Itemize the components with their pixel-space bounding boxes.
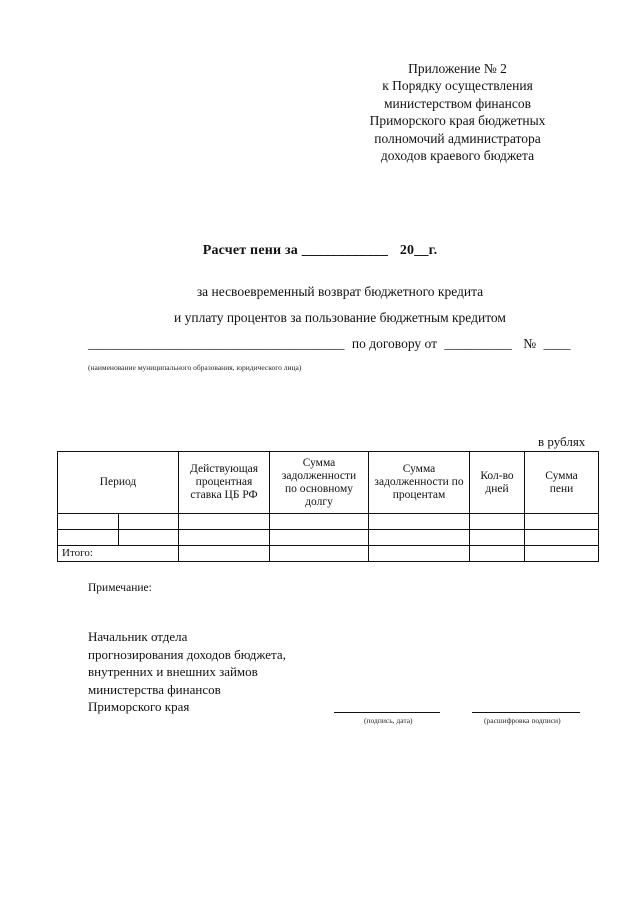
- number-sign: №: [523, 336, 537, 351]
- title-prefix: Расчет пени за: [202, 243, 298, 258]
- signature-line: [334, 712, 440, 713]
- note-label: Примечание:: [88, 582, 152, 594]
- table-total-row: [58, 546, 599, 562]
- appendix-line: Приморского края бюджетных: [369, 113, 546, 129]
- appendix-line: к Порядку осуществления: [382, 78, 533, 94]
- appendix-line: полномочий администратора: [374, 130, 541, 146]
- penalty-table: [57, 451, 599, 562]
- signatory-block: [88, 628, 286, 716]
- entity-blank: ______________________________________: [88, 336, 345, 351]
- table-row: [58, 514, 599, 530]
- appendix-block: [345, 60, 570, 164]
- units-label: в рублях: [538, 434, 586, 449]
- decryption-caption: (расшифровка подписи): [484, 716, 561, 725]
- subtitle-line-2: и уплату процентов за пользование бюджетным кредитом: [174, 310, 506, 325]
- table-row: [58, 530, 599, 546]
- header-debt-principal: Сумма задолженности по основному долгу: [270, 452, 369, 514]
- signatory-line: министерства финансов: [88, 681, 221, 697]
- appendix-line: Приложение № 2: [408, 61, 507, 76]
- header-days: Кол-во дней: [470, 452, 525, 514]
- signature-caption: (подпись, дата): [364, 716, 413, 725]
- decryption-line: [472, 712, 580, 713]
- title-period-blank: ____________: [301, 243, 389, 258]
- signatory-line: прогнозирования доходов бюджета,: [88, 646, 286, 662]
- total-label: Итого:: [58, 546, 179, 562]
- entity-caption: (наименование муниципального образования, юридического лица): [88, 363, 302, 372]
- appendix-line: министерством финансов: [384, 95, 531, 111]
- agreement-date-blank: __________: [444, 336, 512, 351]
- by-agreement-label: по договору от: [351, 336, 437, 351]
- signatory-line: внутренних и внешних займов: [88, 664, 258, 680]
- agreement-line: [88, 336, 571, 352]
- header-debt-interest: Сумма задолженности по процентам: [369, 452, 470, 514]
- table-header-row: [58, 452, 599, 514]
- subtitle-line-1: за несвоевременный возврат бюджетного кредита: [196, 284, 484, 299]
- appendix-line: доходов краевого бюджета: [380, 148, 535, 164]
- signatory-line: Приморского края: [88, 699, 190, 715]
- agreement-number-blank: ____: [543, 336, 571, 351]
- signatory-line: Начальник отдела: [88, 629, 188, 644]
- header-penalty: Сумма пени: [525, 452, 599, 514]
- header-rate: Действующая процентная ставка ЦБ РФ: [179, 452, 270, 514]
- header-period: Период: [58, 452, 179, 514]
- page-title: [0, 243, 640, 259]
- title-year: 20__г.: [399, 243, 438, 258]
